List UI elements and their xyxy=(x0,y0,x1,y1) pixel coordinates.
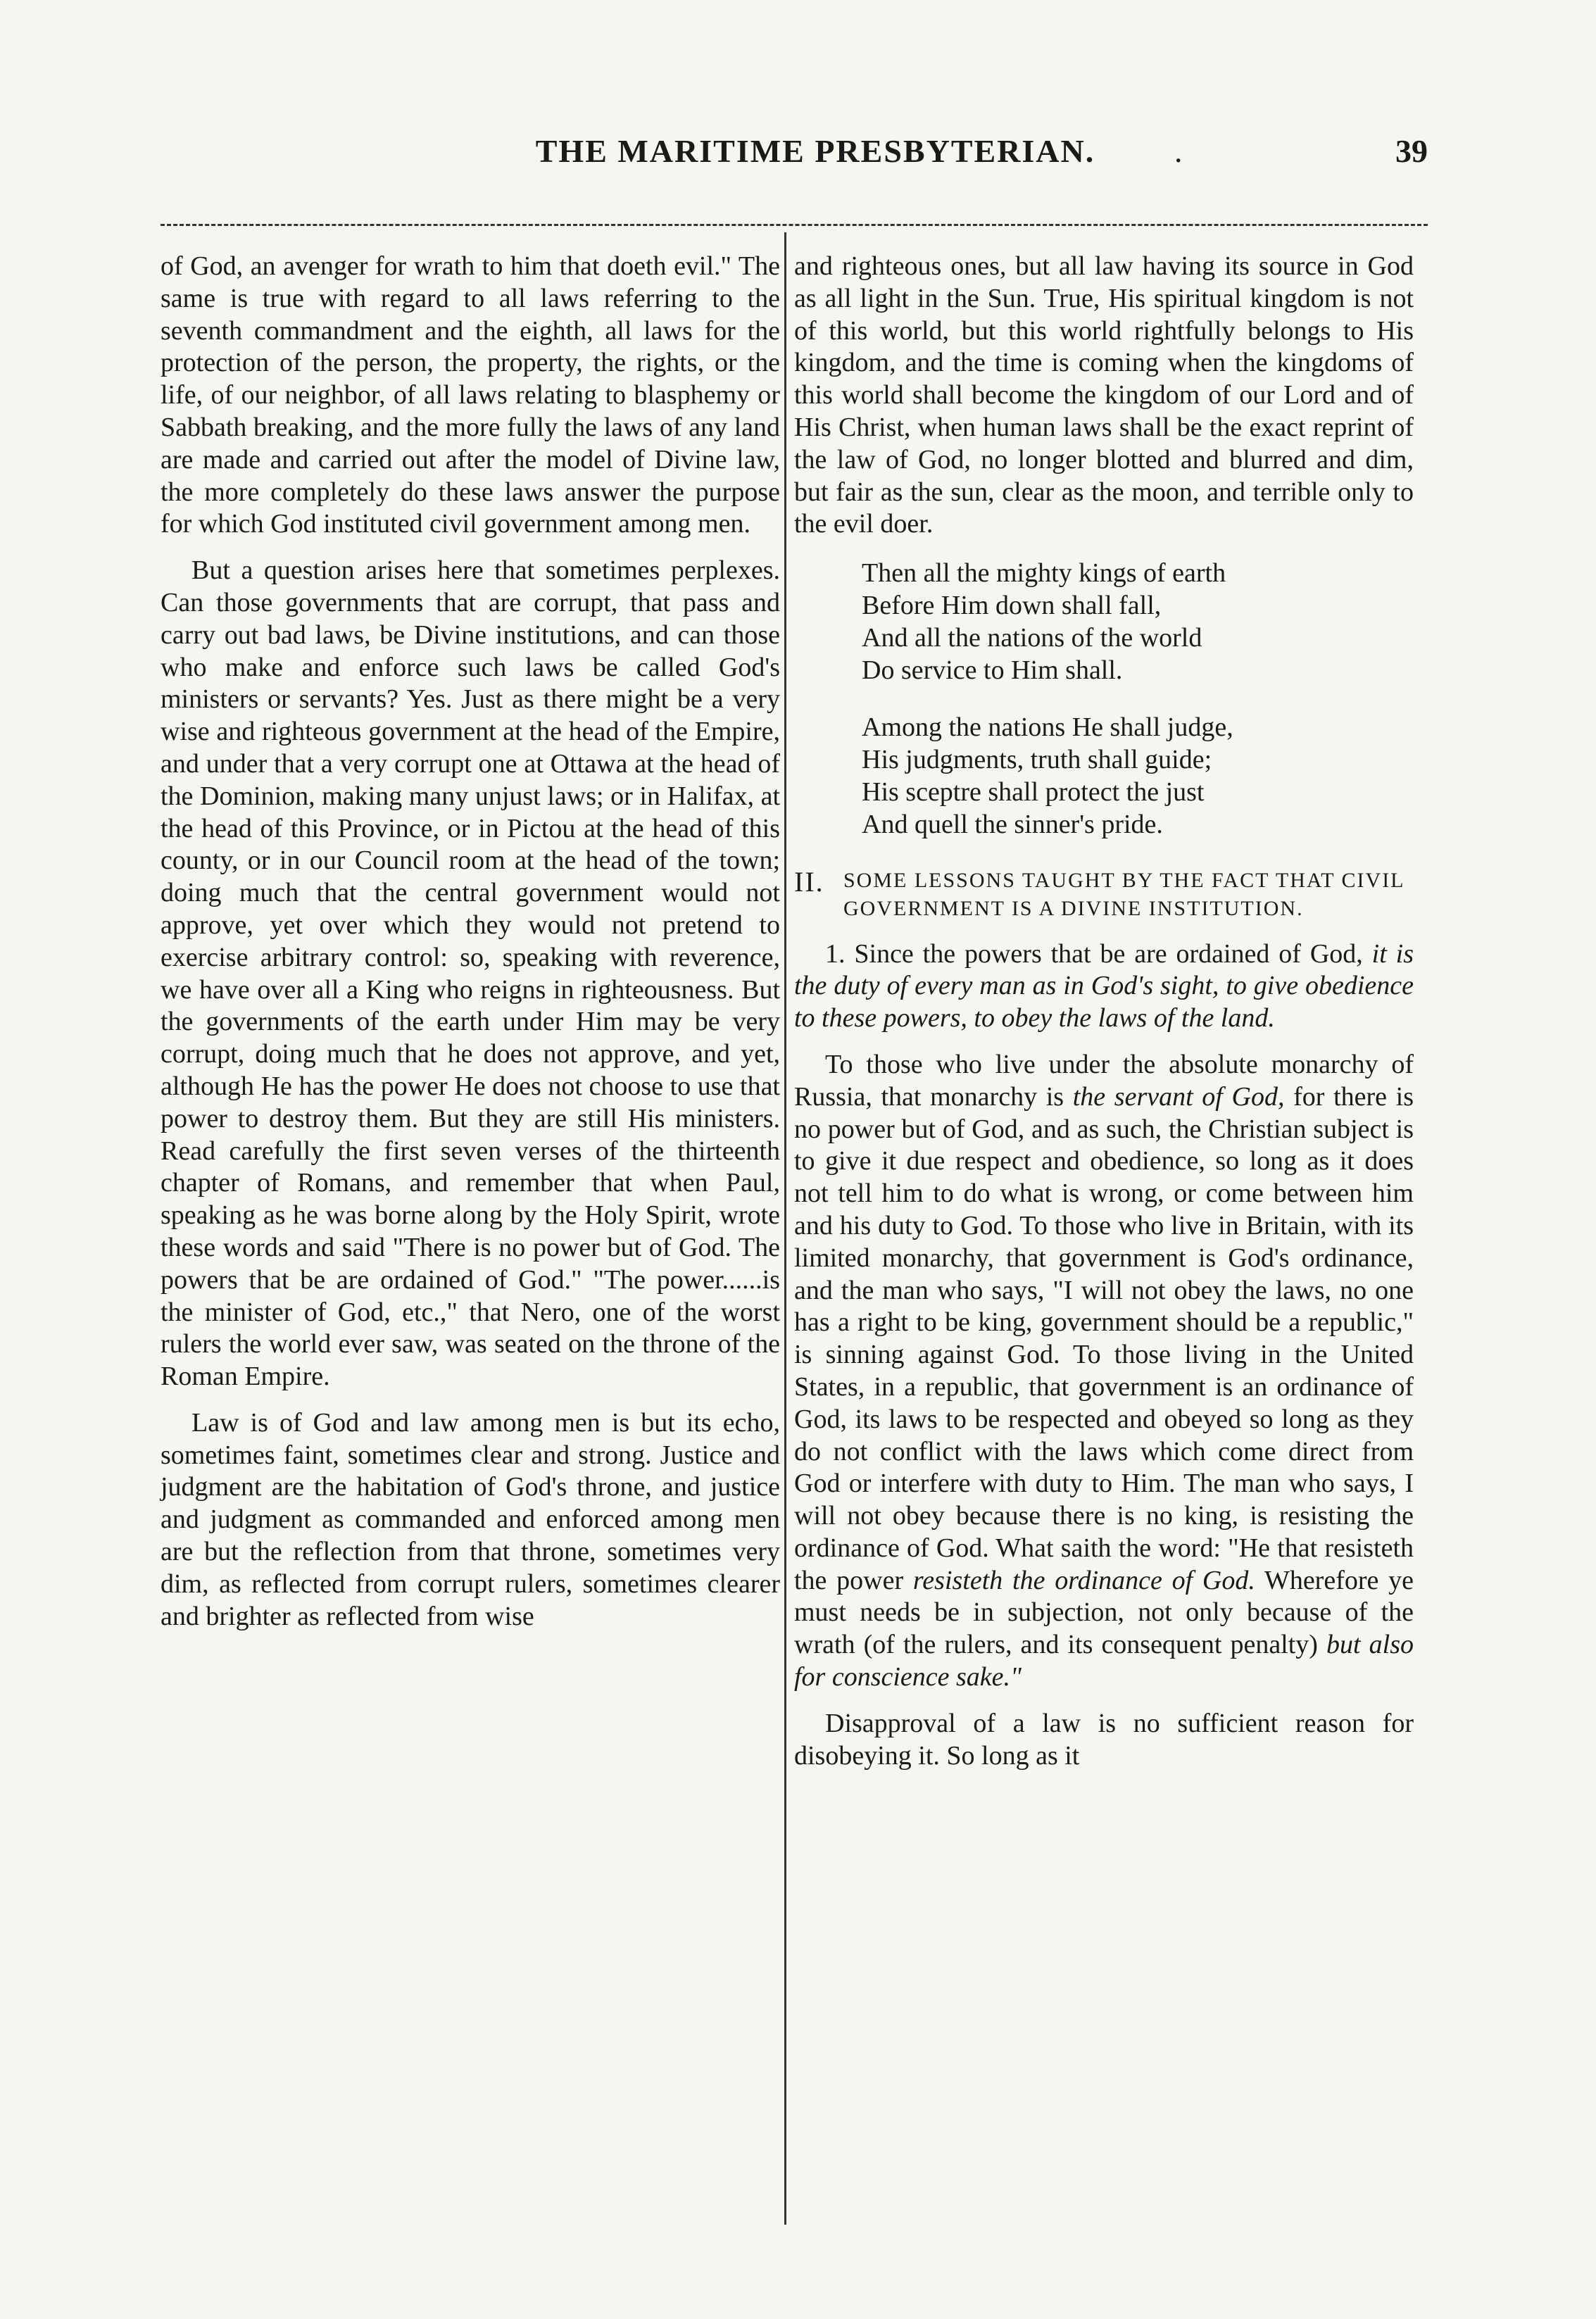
poem xyxy=(862,558,1414,841)
poem-line: Do service to Him shall. xyxy=(862,655,1123,685)
p3-italic-1: the servant of God, xyxy=(1072,1081,1285,1112)
section-heading xyxy=(794,867,1414,923)
left-paragraph-3: Law is of God and law among men is but its echo, sometimes faint, sometimes clear and strong. Justice and judgment are the habitation of God's throne, and justice and judgment as commanded and enforced among men are but the reflection from that throne, sometimes very dim, as reflected from corrupt rulers, sometimes clearer and brighter as reflected from wise xyxy=(161,1407,780,1631)
p3-italic-2: resisteth the ordinance of God. xyxy=(912,1565,1255,1595)
left-paragraph-1: of God, an avenger for wrath to him that doeth evil." The same is true with regard to all laws referring to the seventh commandment and the eighth, all laws for the protection of the person, the property, the rights, or the life, of our neighbor, of all laws relating to blasphemy or Sabbath breaking, and the more fully the laws of any land are made and carried out after the model of Divine law, the more completely do these laws answer the purpose for which God instituted civil government among men. xyxy=(161,251,780,539)
right-paragraph-2 xyxy=(794,938,1414,1035)
poem-line: His judgments, truth shall guide; xyxy=(862,745,1212,775)
poem-stanza-2 xyxy=(862,712,1414,841)
p3-text-b: for there is no power but of God, and as such, the Christian subject is to give it due respect and obedience, so long as it does not tell him to do what is wrong, or come between him and his duty to God. To those who live in Britain, with its limited monarchy, that government is God's ordinance, and the man who says, "I will not obey the laws, no one has a right to be king, government should be a republic," is sinning against God. To those living in the United States, in a republic, that government is an ordinance of God, its laws to be respected and obeyed so long as they do not conflict with the laws which come direct from God or interfere with duty to Him. The man who says, I will not obey because there is no king, is resisting the ordinance of God. What saith the word: "He that resisteth the power xyxy=(794,1081,1414,1595)
header-dot: . xyxy=(1174,133,1183,169)
poem-line: Then all the mighty kings of earth xyxy=(862,558,1226,589)
p3-italic-3: but also for conscience sake." xyxy=(794,1630,1414,1692)
right-paragraph-4: Disapproval of a law is no sufficient reason for disobeying it. So long as it xyxy=(794,1708,1414,1771)
poem-line: Among the nations He shall judge, xyxy=(862,712,1233,743)
poem-line: And quell the sinner's pride. xyxy=(862,809,1163,839)
poem-line: His sceptre shall protect the just xyxy=(862,777,1205,807)
p3-text-c: Wherefore ye must needs be in subjection, not only because of the wrath (of the rulers, and its consequent penalty) xyxy=(794,1565,1414,1660)
right-column xyxy=(794,251,1414,1786)
page-number: 39 xyxy=(1395,133,1428,169)
left-paragraph-2: But a question arises here that sometimes perplexes. Can those governments that are corrupt, that pass and carry out bad laws, be Divine institutions, and can those who make and enforce such laws be called God's ministers or servants? Yes. Just as there might be a very wise and righteous government at the head of the Empire, and under that a very corrupt one at Ottawa at the head of the Dominion, making many unjust laws; or in Halifax, at the head of this Province, or in Pictou at the head of this county, or in our Council room at the head of the town; doing much that the central government would not approve, yet over which they would not pretend to exercise arbitrary control: so, speaking with reverence, we have over all a King who reigns in righteousness. But the governments of the earth under Him may be very corrupt, doing much that he does not approve, and yet, although He has the power He does not choose to use that power to destroy them. But they are still His ministers. Read carefully the first seven verses of the thirteenth chapter of Romans, and remember that when Paul, speaking as he was borne along by the Holy Spirit, wrote these words and said "There is no power but of God. The powers that be are ordained of God." "The power......is the minister of God, etc.," that Nero, one of the worst rulers the world ever saw, was seated on the throne of the Roman Empire. xyxy=(161,555,780,1392)
poem-line: Before Him down shall fall, xyxy=(862,590,1162,620)
p2-lead: 1. Since the powers that be are ordained of God, xyxy=(825,938,1363,969)
section-heading-text: SOME LESSONS TAUGHT BY THE FACT THAT CIVIL GOVERNMENT IS A DIVINE INSTITUTION. xyxy=(843,868,1405,920)
column-divider xyxy=(784,232,786,2225)
p2-italic: it is the duty of every man as in God's sight, to give obedience to these powers, to obey the laws of the land. xyxy=(794,938,1414,1033)
poem-line: And all the nations of the world xyxy=(862,622,1202,653)
right-paragraph-1: and righteous ones, but all law having its source in God as all light in the Sun. True, His spiritual kingdom is not of this world, but this world rightfully belongs to His kingdom, and the time is coming when the kingdoms of this world shall become the kingdom of our Lord and of His Christ, when human laws shall be the exact reprint of the law of God, no longer blotted and blurred and dim, but fair as the sun, clear as the moon, and terrible only to the evil doer. xyxy=(794,251,1414,539)
poem-stanza-1 xyxy=(862,558,1414,686)
right-paragraph-3 xyxy=(794,1049,1414,1694)
page-header xyxy=(161,132,1428,189)
left-column xyxy=(161,251,780,1647)
header-rule xyxy=(161,224,1428,226)
section-number: II. xyxy=(794,865,824,898)
running-title: THE MARITIME PRESBYTERIAN. xyxy=(535,133,1095,169)
p3-text-a: To those who live under the absolute monarchy of Russia, that monarchy is xyxy=(794,1049,1414,1112)
